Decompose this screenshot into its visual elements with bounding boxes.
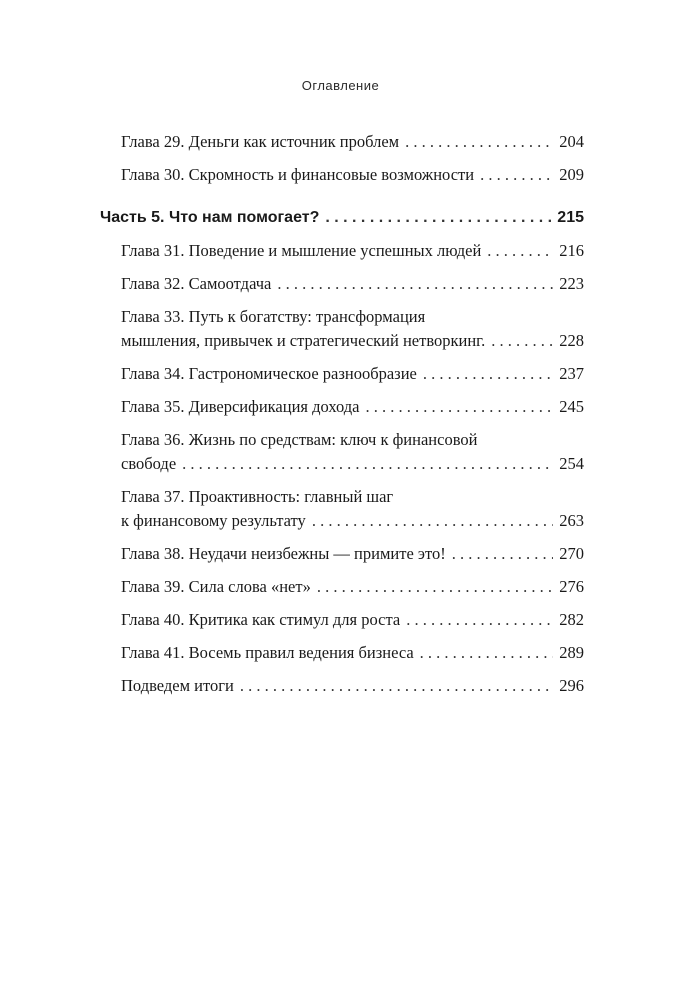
toc-part-title: Часть 5. Что нам помогает? (100, 209, 320, 226)
toc-entry-page: 204 (559, 132, 584, 151)
toc-entry-page: 209 (559, 165, 584, 184)
toc-entry-chapter-32[interactable] (100, 272, 584, 296)
toc-entry-page: 216 (559, 241, 584, 260)
dot-leader (452, 542, 554, 566)
toc-entry-summary[interactable] (100, 674, 584, 698)
toc-entry-chapter-39[interactable] (100, 575, 584, 599)
toc-entry-chapter-41[interactable] (100, 641, 584, 665)
toc-entry-page: 263 (559, 511, 584, 530)
toc-entry-chapter-30[interactable] (100, 163, 584, 187)
toc-entry-page: 228 (559, 331, 584, 350)
dot-leader (317, 575, 553, 599)
toc-entry-title: Подведем итоги (121, 676, 234, 695)
toc-entry-page: 282 (559, 610, 584, 629)
dot-leader (325, 206, 551, 230)
toc-entry-title-line2: к финансовому результату (121, 511, 306, 530)
dot-leader (491, 329, 553, 353)
dot-leader (423, 362, 553, 386)
toc-entry-title-line1: Глава 33. Путь к богатству: трансформация (121, 307, 426, 326)
toc-entry-title: Глава 35. Диверсификация дохода (121, 397, 360, 416)
toc-entry-page: 296 (559, 676, 584, 695)
toc-entry-title-line2: свободе (121, 454, 177, 473)
dot-leader (182, 452, 553, 476)
toc-entry-title-line1: Глава 37. Проактивность: главный шаг (121, 487, 394, 506)
dot-leader (365, 395, 553, 419)
toc-entry-page: 237 (559, 364, 584, 383)
table-of-contents (100, 130, 584, 698)
dot-leader (277, 272, 553, 296)
toc-entry-chapter-35[interactable] (100, 395, 584, 419)
dot-leader (405, 130, 553, 154)
dot-leader (240, 674, 553, 698)
toc-entry-page: 276 (559, 577, 584, 596)
toc-entry-chapter-34[interactable] (100, 362, 584, 386)
toc-entry-page: 223 (559, 274, 584, 293)
toc-entry-chapter-37[interactable] (100, 485, 584, 533)
toc-entry-page: 245 (559, 397, 584, 416)
toc-part-page: 215 (557, 209, 584, 226)
toc-entry-title-line2: мышления, привычек и стратегический нетворкинг. (121, 331, 486, 350)
toc-entry-title: Глава 32. Самоотдача (121, 274, 272, 293)
toc-entry-part-5[interactable] (100, 206, 584, 230)
toc-entry-title: Глава 38. Неудачи неизбежны — примите это! (121, 544, 446, 563)
dot-leader (312, 509, 553, 533)
toc-entry-page: 270 (559, 544, 584, 563)
toc-entry-title: Глава 30. Скромность и финансовые возможности (121, 165, 475, 184)
toc-entry-chapter-29[interactable] (100, 130, 584, 154)
running-head-title: Оглавление (301, 78, 380, 93)
toc-entry-title: Глава 34. Гастрономическое разнообразие (121, 364, 417, 383)
toc-entry-title: Глава 40. Критика как стимул для роста (121, 610, 401, 629)
toc-entry-chapter-40[interactable] (100, 608, 584, 632)
toc-entry-chapter-31[interactable] (100, 239, 584, 263)
dot-leader (487, 239, 553, 263)
toc-entry-page: 289 (559, 643, 584, 662)
dot-leader (406, 608, 553, 632)
toc-entry-title: Глава 41. Восемь правил ведения бизнеса (121, 643, 414, 662)
toc-entry-title: Глава 39. Сила слова «нет» (121, 577, 311, 596)
dot-leader (420, 641, 554, 665)
toc-entry-page: 254 (559, 454, 584, 473)
toc-entry-chapter-36[interactable] (100, 428, 584, 476)
toc-entry-title-line1: Глава 36. Жизнь по средствам: ключ к финансовой (121, 430, 478, 449)
dot-leader (480, 163, 553, 187)
toc-entry-title: Глава 29. Деньги как источник проблем (121, 132, 400, 151)
toc-entry-chapter-38[interactable] (100, 542, 584, 566)
toc-entry-chapter-33[interactable] (100, 305, 584, 353)
toc-entry-title: Глава 31. Поведение и мышление успешных людей (121, 241, 482, 260)
